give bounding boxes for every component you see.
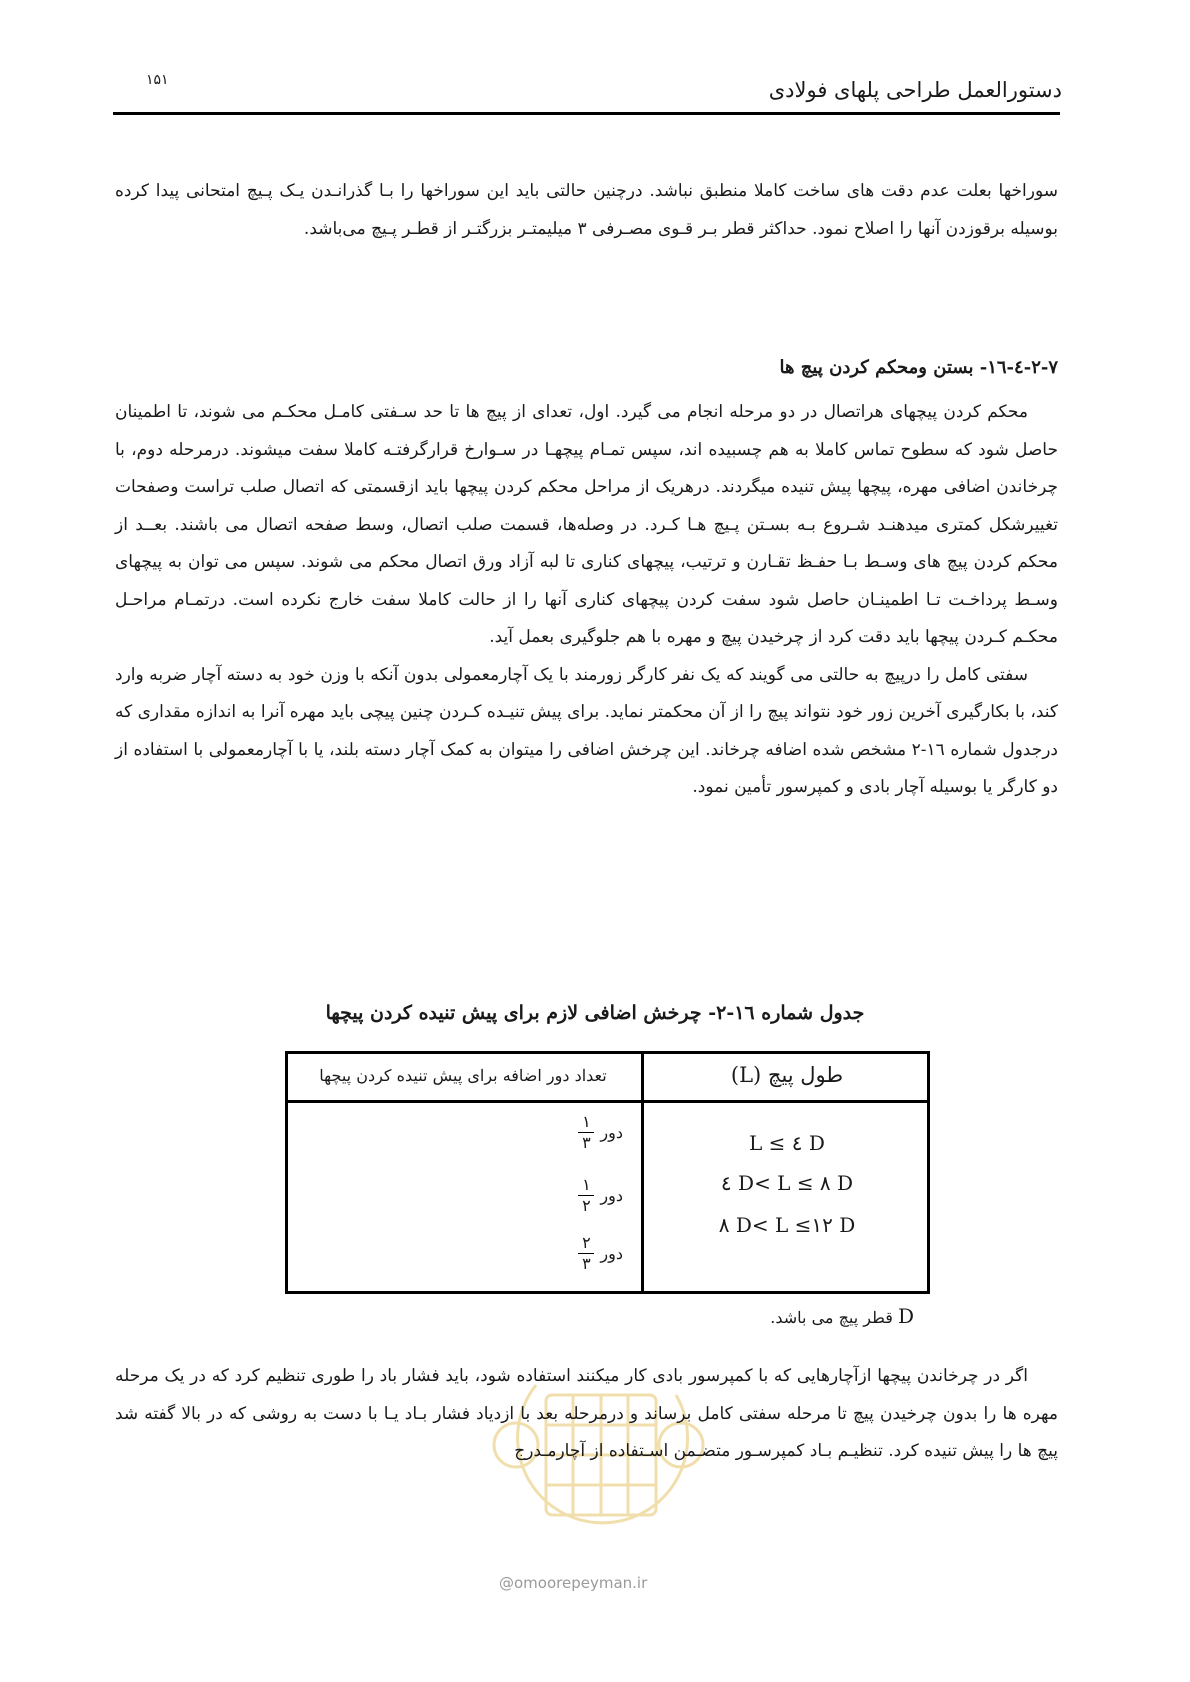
section-body bbox=[115, 394, 1058, 807]
footnote-variable: D bbox=[897, 1304, 914, 1328]
table-cell-length: L ≤ ٤ D bbox=[749, 1131, 825, 1155]
turns-fraction bbox=[578, 1177, 594, 1214]
table-cell-length: ٤ D< L ≤ ۸ D bbox=[720, 1171, 854, 1195]
table-footnote bbox=[770, 1304, 914, 1328]
turns-unit: دور bbox=[600, 1186, 623, 1205]
table-cell-turns bbox=[578, 1114, 623, 1151]
footnote-text: قطر پیچ می باشد. bbox=[770, 1308, 893, 1327]
turns-fraction bbox=[578, 1235, 594, 1272]
section-heading: ۲-۷-٤-۱٦- بستن ومحکم کردن پیچ ها bbox=[779, 357, 1058, 378]
table-header-length: طول پیچ (L) bbox=[730, 1063, 844, 1087]
table-cell-length: ۸ D< L ≤۱۲ D bbox=[718, 1213, 856, 1237]
closing-section bbox=[115, 1358, 1058, 1471]
fraction-numerator: ۱ bbox=[582, 1175, 591, 1194]
table-cell-turns bbox=[578, 1177, 623, 1214]
table-header-divider bbox=[285, 1100, 930, 1103]
intro-paragraph: سوراخها بعلت عدم دقت های ساخت کاملا منطبق نباشد. درچنین حالتی باید این سوراخها را بـا گذرانـدن یـک پـیچ امتحانی پیدا کرده بوسیله برقوزدن آنها را اصلاح نمود. حداکثر قطر بـر قـوی مصـرفی ۳ میلیمتـر بزرگتـر از قطـر پـیچ می‌باشد. bbox=[115, 181, 1058, 239]
watermark-site-url: @omoorepeyman.ir bbox=[499, 1574, 648, 1592]
fraction-denominator: ۳ bbox=[582, 1254, 591, 1273]
page-number: ۱۵۱ bbox=[146, 72, 169, 88]
running-header-title: دستورالعمل طراحی پلهای فولادی bbox=[768, 78, 1062, 102]
table-cell-turns bbox=[578, 1235, 623, 1272]
bolt-turn-table bbox=[285, 1051, 930, 1294]
table-title: جدول شماره ۱٦-۲- چرخش اضافی لازم برای پیش تنیده کردن پیچها bbox=[325, 1002, 865, 1024]
turns-fraction bbox=[578, 1114, 594, 1151]
section-paragraph-2: سفتی کامل را درپیچ به حالتی می گویند که یک نفر کارگر زورمند با یک آچارمعمولی بدون آنکه با وزن خود به دسته آچار ضربه وارد کند، با بکارگیری آخرین زور خود نتواند پیچ را از آن محکمتر نماید. برای پیش تنیـده کـردن چنین پیچی باید مهره آنرا به اندازه مقداری که درجدول شماره ۱٦-۲ مشخص شده اضافه چرخاند. این چرخش اضافی را میتوان به کمک آچار دسته بلند، یا با آچارمعمولی با استفاده از دو کارگر یا بوسیله آچار بادی و کمپرسور تأمین نمود. bbox=[115, 664, 1058, 797]
header-rule bbox=[113, 112, 1060, 115]
intro-section bbox=[115, 173, 1058, 248]
table-header-turns: تعداد دور اضافه برای پیش تنیده کردن پیچها bbox=[319, 1066, 607, 1085]
fraction-denominator: ۳ bbox=[582, 1133, 591, 1152]
fraction-denominator: ۲ bbox=[582, 1196, 591, 1215]
section-paragraph-1: محکم کردن پیچهای هراتصال در دو مرحله انجام می گیرد. اول، تعدای از پیچ ها تا حد سـفتی کامـل محکـم می شوند، تا اطمینان حاصل شود که سطوح تماس کاملا به هم چسبیده اند، سپس تمـام پیچهـا در سـوارخ قرارگرفتـه کاملا سفت میشوند. درمرحله دوم، با چرخاندن اضافی مهره، پیچها پیش تنیده میگردند. درهریک از مراحل محکم کردن پیچها باید ازقسمتی که اتصال صلب تراست وصفحات تغییرشکل کمتری میدهنـد شـروع بـه بسـتن پـیچ هـا کـرد. در وصله‌ها، قسمت صلب اتصال، وسط صفحه اتصال می باشند. بعــد از محکم کردن پیچ های وسـط بـا حفـظ تقـارن و ترتیب، پیچهای کناری تا لبه آزاد ورق اتصال محکم می شوند. سپس می توان به پیچهای وسـط پرداخـت تـا اطمینـان حاصل شود سفت کردن پیچهای کناری آنها را از حالت کاملا سفت خارج نکرده است. درتمـام مراحـل محکـم کـردن پیچها باید دقت کرد از چرخیدن پیچ و مهره با هم جلوگیری بعمل آید. bbox=[115, 402, 1058, 647]
turns-unit: دور bbox=[600, 1123, 623, 1142]
section-heading-block bbox=[115, 353, 1058, 383]
turns-unit: دور bbox=[600, 1244, 623, 1263]
fraction-numerator: ۲ bbox=[582, 1233, 591, 1252]
closing-paragraph: اگر در چرخاندن پیچها ازآچارهایی که با کمپرسور بادی کار میکنند استفاده شود، باید فشار باد را طوری تنظیم کرد که در یک مرحله مهره ها را بدون چرخیدن پیچ تا مرحله سفتی کامل برساند و درمرحله بعد با ازدیاد فشار بـاد یـا با دست به روشی که در بالا گفته شد پیچ ها را پیش تنیده کرد. تنظیـم بـاد کمپرسـور متضـمن اسـتفاده از آچارمـدرج bbox=[115, 1366, 1058, 1461]
fraction-numerator: ۱ bbox=[582, 1112, 591, 1131]
